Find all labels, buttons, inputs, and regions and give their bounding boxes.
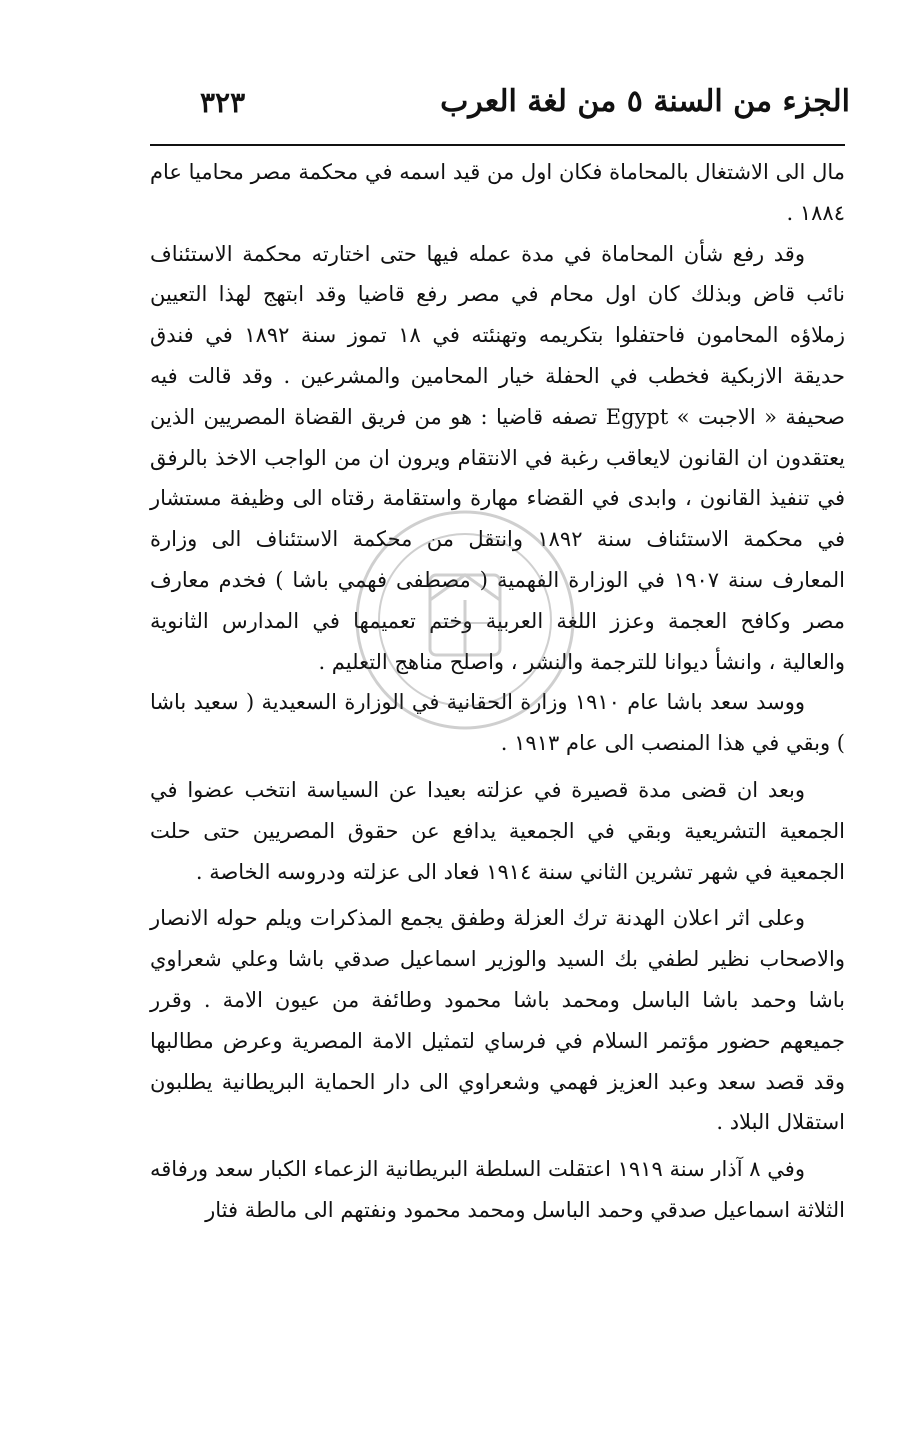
paragraph-4: وبعد ان قضى مدة قصيرة في عزلته بعيدا عن السياسة انتخب عضوا في الجمعية التشريعية وبقي في الجمعية يدافع عن حقوق المصريين حتى حلت الجمعية في شهر تشرين الثاني سنة ١٩١٤ فعاد الى عزلته ودروسه الخاصة . [150,777,845,884]
paragraph-1: مال الى الاشتغال بالمحاماة فكان اول من قيد اسمه في محكمة مصر محاميا عام ١٨٨٤ . [150,160,845,225]
paragraph-6: وفي ٨ آذار سنة ١٩١٩ اعتقلت السلطة البريطانية الزعماء الكبار سعد ورفاقه الثلاثة اسماعيل صدقي وحمد الباسل ومحمد محمود ونفتهم الى مالطة فثار [150,1157,845,1222]
running-header [150,70,850,130]
paragraph-2: وقد رفع شأن المحاماة في مدة عمله فيها حتى اختارته محكمة الاستئناف نائب قاض وبذلك كان اول محام في مصر رفع قاضيا وقد ابتهج لهذا التعيين زملاؤه المحامون فاحتفلوا بتكريمه وتهنئته في ١٨ تموز سنة ١٨٩٢ في فندق حديقة الازبكية فخطب في الحفلة خيار المحامين والمشرعين . وقد قالت فيه صحيفة « الاجبت » Egypt تصفه قاضيا : هو من فريق القضاة المصريين الذين يعتقدون ان القانون لايعاقب رغبة في الانتقام ويرون ان من الواجب الاخذ بالرفق في تنفيذ القانون ، وابدى في القضاء مهارة واستقامة رقتاه الى وظيفة مستشار في محكمة الاستئناف سنة ١٨٩٢ وانتقل من محكمة الاستئناف الى وزارة المعارف سنة ١٩٠٧ في الوزارة الفهمية ( مصطفى فهمي باشا ) فخدم معارف مصر وكافح العجمة وعزز اللغة العربية وختم تعميمها في المدارس الثانوية والعالية ، وانشأ ديوانا للترجمة والنشر ، واصلح مناهج التعليم . [150,241,846,674]
header-rule [150,144,845,146]
page-number: ٣٢٣ [200,86,246,119]
running-title: الجزء من السنة ٥ من لغة العرب [440,84,850,119]
paragraph-3: ووسد سعد باشا عام ١٩١٠ وزارة الحقانية في الوزارة السعيدية ( سعيد باشا ) وبقي في هذا المنصب الى عام ١٩١٣ . [150,690,845,756]
paragraph-5: وعلى اثر اعلان الهدنة ترك العزلة وطفق يجمع المذكرات ويلم حوله الانصار والاصحاب نظير لطفي بك السيد والوزير اسماعيل صدقي باشا وعلي شعراوي باشا وحمد باشا الباسل ومحمد باشا محمود وطائفة من عيون الامة . وقرر جميعهم حضور مؤتمر السلام في فرساي لتمثيل الامة المصرية وعرض مطالبها وقد قصد سعد وعبد العزيز فهمي وشعراوي الى دار الحماية البريطانية يطلبون استقلال البلاد . [150,906,845,1135]
body-text [150,152,845,1231]
